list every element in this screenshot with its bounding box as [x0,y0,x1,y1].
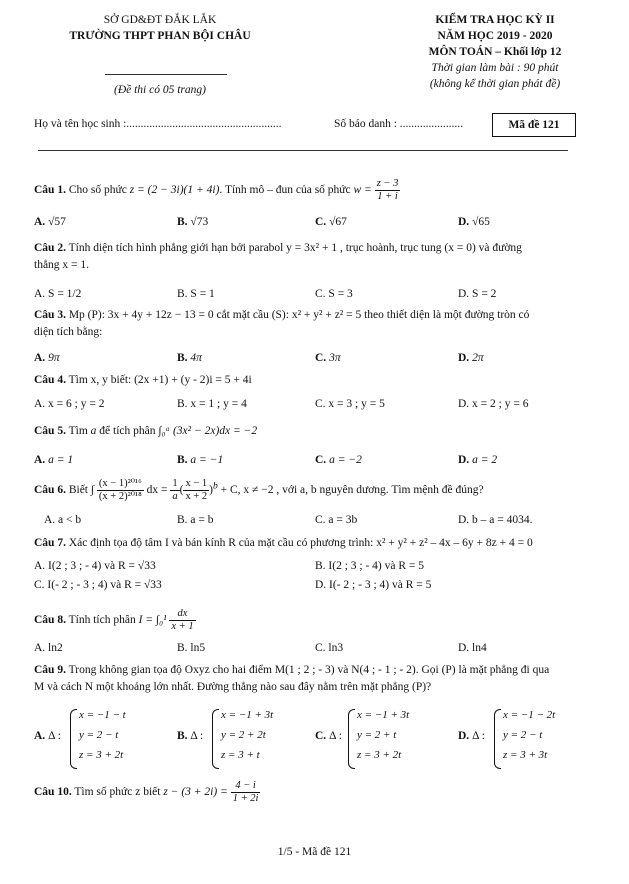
exam-time: Thời gian làm bài : 90 phút [431,62,559,74]
student-id-label: Số báo danh : ...................... [334,118,464,130]
q5-option-a[interactable]: A. a = 1 [34,454,74,466]
exam-time-note: (không kể thời gian phát đề) [429,78,561,90]
question-2: Câu 2. Tính diện tích hình phẳng giới hạn bởi parabol y = 3x² + 1 , trục hoành, trục tung (x = 0) và đường thẳng x = 1. [34,242,522,271]
q9-option-c[interactable]: C. Δ : [315,730,342,742]
q6-option-d[interactable]: D. b – a = 4034. [458,514,533,526]
q4-option-c[interactable]: C. x = 3 ; y = 5 [315,398,385,410]
school-year: NĂM HỌC 2019 - 2020 [437,30,553,42]
q9-option-b[interactable]: B. Δ : [177,730,204,742]
q7-option-a[interactable]: A. I(2 ; 3 ; - 4) và R = √33 [34,560,156,572]
header-divider-left [105,74,227,75]
q1-option-c[interactable]: C. √67 [315,216,347,228]
q2-option-d[interactable]: D. S = 2 [458,288,497,300]
q4-option-b[interactable]: B. x = 1 ; y = 4 [177,398,247,410]
q9-system-b: x = −1 + 3t y = 2 + 2t z = 3 + t [212,709,312,767]
student-name-label: Họ và tên học sinh :...................................................... [34,118,282,130]
q2-option-a[interactable]: A. S = 1/2 [34,288,82,300]
question-9: Câu 9. Trong không gian tọa độ Oxyz cho hai điểm M(1 ; 2 ; - 3) và N(4 ; - 1 ; - 2). Gọi (P) là mặt phẳng đi qua M và cách N một khoảng lớn nhất. Đường thẳng nào sau đây nằm trên mặt phẳng (P)? [34,664,550,693]
q9-system-a: x = −1 − t y = 2 − t z = 3 + 2t [70,709,170,767]
q6-option-c[interactable]: C. a = 3b [315,514,358,526]
q3-option-c[interactable]: C. 3π [315,352,341,364]
q8-option-c[interactable]: C. ln3 [315,642,344,654]
q3-option-d[interactable]: D. 2π [458,352,484,364]
question-6: Câu 6. Biết ∫ $\frac{\text{(x − 1)²⁰¹⁶}}{\text{(x + 2)²⁰¹⁸}}$ dx = $\frac{1}{a}$ ( $\frac{x - 1}{x + 2}$ )$^b$ + C, x ≠ −2 , với a, b nguyên dương. Tìm mệnh đề đúng? [34,478,484,502]
q8-option-a[interactable]: A. ln2 [34,642,63,654]
q4-option-d[interactable]: D. x = 2 ; y = 6 [458,398,529,410]
q3-option-a[interactable]: A. 9π [34,352,60,364]
q6-option-b[interactable]: B. a = b [177,514,214,526]
page-footer: 1/5 - Mã đề 121 [277,846,352,858]
q1-option-d[interactable]: D. √65 [458,216,490,228]
q5-option-d[interactable]: D. a = 2 [458,454,498,466]
q2-option-c[interactable]: C. S = 3 [315,288,353,300]
department-name: SỞ GD&ĐT ĐẮK LẮK [103,14,217,26]
question-10: Câu 10. Tìm số phức z biết z − (3 + 2i) = $\frac{4 - i}{1 + 2i}$ [34,780,259,804]
question-7: Câu 7. Xác định tọa độ tâm I và bán kính R của mặt cầu có phương trình: x² + y² + z² – 4x – 6y + 8z + 4 = 0 [34,537,533,549]
exam-code-box: Mã đề 121 [492,113,576,137]
question-3: Câu 3. Mp (P): 3x + 4y + 12z − 13 = 0 cắt mặt cầu (S): x² + y² + z² = 5 theo thiết diện là một đường tròn có diện tích bằng: [34,309,530,338]
question-1: Câu 1. Cho số phức z = (2 − 3i)(1 + 4i). Tính mô – đun của số phức w = $\frac{z - 3}{1 + i}$ [34,178,399,202]
q9-system-c: x = −1 + 3t y = 2 + t z = 3 + 2t [348,709,448,767]
school-name: TRƯỜNG THPT PHAN BỘI CHÂU [69,30,251,42]
question-8: Câu 8. Tính tích phân I = ∫₀¹ $\frac{dx}{x + 1}$ [34,608,194,632]
q4-option-a[interactable]: A. x = 6 ; y = 2 [34,398,105,410]
exam-title: KIỂM TRA HỌC KỲ II [435,14,555,26]
q2-option-b[interactable]: B. S = 1 [177,288,215,300]
q8-option-d[interactable]: D. ln4 [458,642,487,654]
q5-option-c[interactable]: C. a = −2 [315,454,362,466]
q9-option-d[interactable]: D. Δ : [458,730,485,742]
header-divider [38,150,568,151]
q1-option-b[interactable]: B. √73 [177,216,209,228]
pages-note: (Đề thi có 05 trang) [114,84,206,96]
question-4: Câu 4. Tìm x, y biết: (2x +1) + (y - 2)i = 5 + 4i [34,374,252,386]
subject: MÔN TOÁN – Khối lớp 12 [428,46,562,58]
q6-option-a[interactable]: A. a < b [44,514,82,526]
q7-option-d[interactable]: D. I(- 2 ; - 3 ; 4) và R = 5 [315,579,432,591]
q7-option-c[interactable]: C. I(- 2 ; - 3 ; 4) và R = √33 [34,579,162,591]
q3-option-b[interactable]: B. 4π [177,352,202,364]
q5-option-b[interactable]: B. a = −1 [177,454,224,466]
q9-option-a[interactable]: A. Δ : [34,730,61,742]
q8-option-b[interactable]: B. ln5 [177,642,206,654]
q7-option-b[interactable]: B. I(2 ; 3 ; - 4) và R = 5 [315,560,425,572]
q1-option-a[interactable]: A. √57 [34,216,66,228]
question-5: Câu 5. Tìm a để tích phân ∫₀ᵃ (3x² − 2x)dx = −2 [34,425,258,437]
q9-system-d: x = −1 − 2t y = 2 − t z = 3 + 3t [494,709,594,767]
